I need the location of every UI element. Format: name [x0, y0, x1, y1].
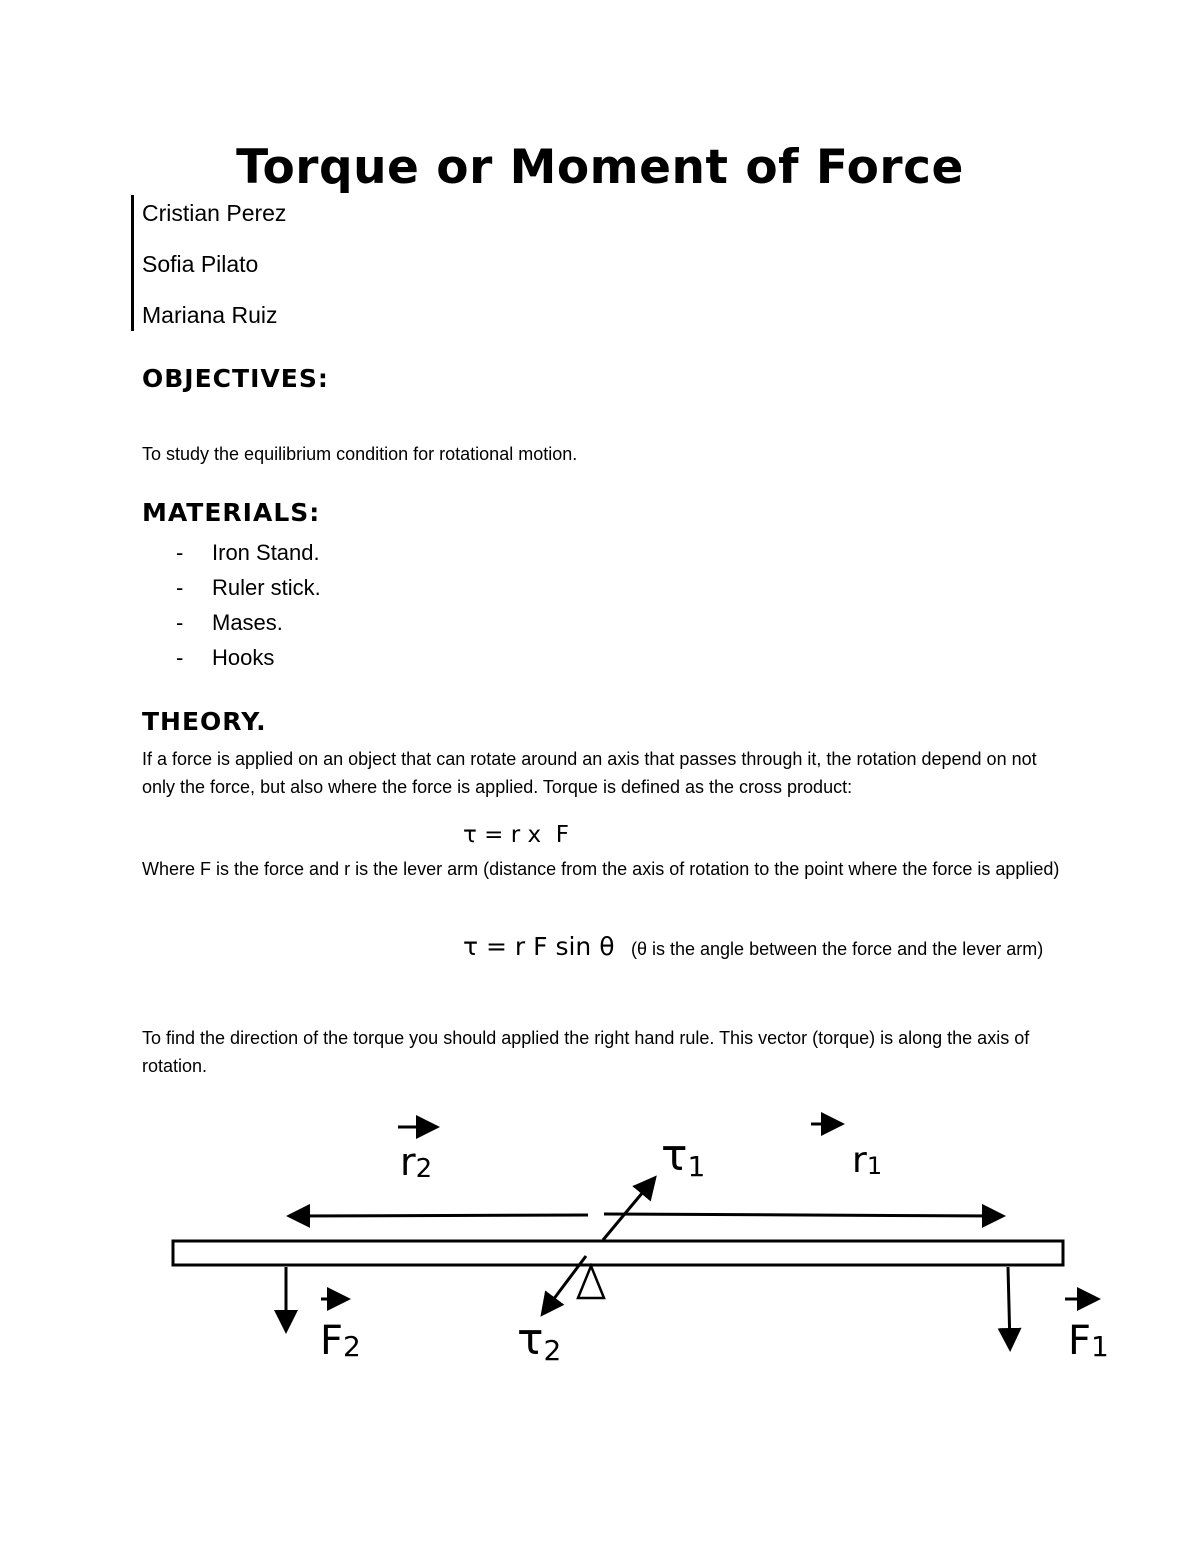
- objectives-heading: OBJECTIVES:: [142, 364, 329, 393]
- formula-note: (θ is the angle between the force and the lever arm): [631, 939, 1044, 959]
- f1-label: F1: [1068, 1318, 1109, 1364]
- theory-paragraph-2: Where F is the force and r is the lever arm (distance from the axis of rotation to the point where the force is applied): [142, 859, 1060, 879]
- material-item: Hooks: [212, 645, 275, 670]
- author-name: Sofia Pilato: [142, 251, 259, 277]
- objectives-text: To study the equilibrium condition for rotational motion.: [142, 444, 578, 464]
- author-name: Cristian Perez: [142, 200, 287, 226]
- f1-force-arrow: [1008, 1267, 1010, 1346]
- author-name: Mariana Ruiz: [142, 302, 278, 328]
- material-item: Iron Stand.: [212, 540, 320, 565]
- material-item: Ruler stick.: [212, 575, 321, 600]
- author-margin-bar: [131, 195, 134, 331]
- bullet-dash: -: [176, 645, 184, 670]
- bullet-dash: -: [176, 610, 184, 635]
- f2-label: F2: [320, 1318, 361, 1364]
- r1-vector-arrow: [604, 1214, 1000, 1216]
- document-title: Torque or Moment of Force: [236, 140, 964, 195]
- material-item: Mases.: [212, 610, 283, 635]
- materials-heading: MATERIALS:: [142, 498, 321, 527]
- r2-label: r2: [400, 1140, 433, 1184]
- torque-diagram: [0, 1090, 1200, 1390]
- lever-bar: [173, 1241, 1063, 1265]
- theory-heading: THEORY.: [142, 707, 267, 736]
- pivot-triangle: [578, 1266, 604, 1298]
- r1-label: r1: [852, 1140, 883, 1181]
- theory-paragraph-1: If a force is applied on an object that can rotate around an axis that passes through it, the rotation depend on not only the force, but also where the force is applied. Torque is defined as the cross product:: [142, 749, 1037, 797]
- tau1-label: τ1: [661, 1130, 706, 1183]
- torque-sine-formula: τ = r F sin θ: [463, 932, 615, 961]
- r2-vector-arrow: [292, 1215, 588, 1216]
- tau2-label: τ2: [517, 1314, 562, 1367]
- torque-cross-product-formula: τ = r x F: [463, 822, 569, 848]
- tau1-vector-arrow: [603, 1180, 653, 1240]
- bullet-dash: -: [176, 540, 184, 565]
- theory-paragraph-3: To find the direction of the torque you should applied the right hand rule. This vector (torque) is along the axis of rotation.: [142, 1028, 1030, 1076]
- bullet-dash: -: [176, 575, 184, 600]
